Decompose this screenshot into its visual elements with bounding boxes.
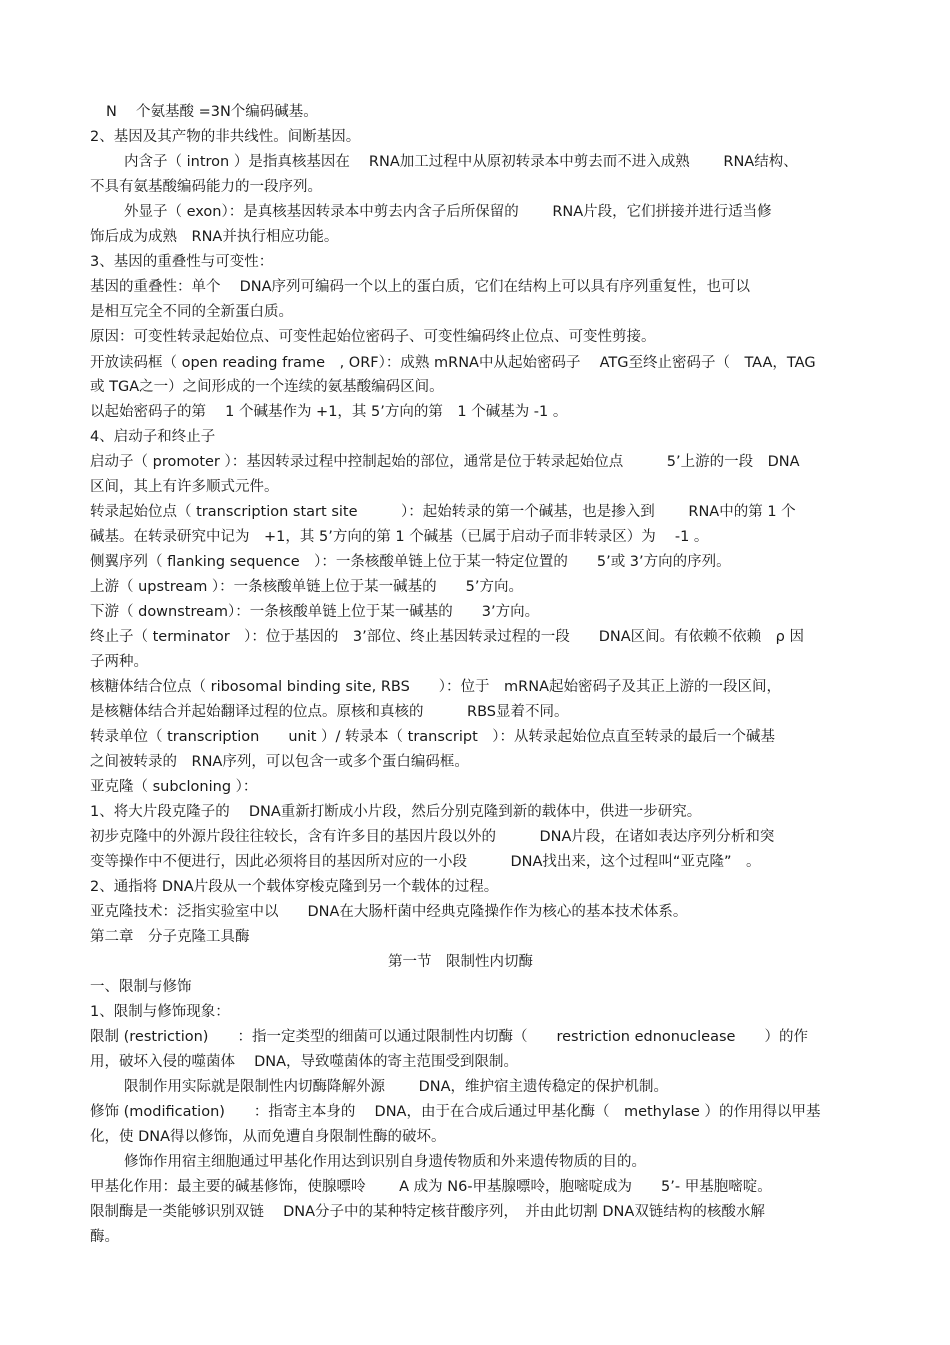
text-line: 原因：可变性转录起始位点、可变性起始位密码子、可变性编码终止位点、可变性剪接。 xyxy=(90,329,656,345)
text-line: 限制酶是一类能够识别双链 DNA分子中的某种特定核苷酸序列， 并由此切割 DNA双链结构的核酸水解 xyxy=(90,1204,765,1220)
text-line: 基因的重叠性：单个 DNA序列可编码一个以上的蛋白质，它们在结构上可以具有序列重复性，也可以 xyxy=(90,279,751,295)
text-line: 侧翼序列（ flanking sequence ）：一条核酸单链上位于某一特定位置的 5’或 3’方向的序列。 xyxy=(90,554,731,570)
text-line: 亚克隆（ subcloning ）： xyxy=(90,779,258,795)
text-line: 酶。 xyxy=(90,1229,119,1245)
text-line: 2、通指将 DNA片段从一个载体穿梭克隆到另一个载体的过程。 xyxy=(90,879,499,895)
text-line: 区间，其上有许多顺式元件。 xyxy=(90,479,279,495)
text-line: 变等操作中不便进行，因此必须将目的基因所对应的一小段 DNA找出来，这个过程叫“亚克隆” 。 xyxy=(90,854,761,870)
text-line: 修饰作用宿主细胞通过甲基化作用达到识别自身遗传物质和外来遗传物质的目的。 xyxy=(124,1154,646,1170)
text-line: 外显子（ exon）：是真核基因转录本中剪去内含子后所保留的 RNA片段，它们拼接并进行适当修 xyxy=(124,204,772,220)
text-line: 是核糖体结合并起始翻译过程的位点。原核和真核的 RBS显着不同。 xyxy=(90,704,569,720)
text-line: 2、基因及其产物的非共线性。间断基因。 xyxy=(90,129,361,145)
text-line: 亚克隆技术：泛指实验室中以 DNA在大肠杆菌中经典克隆操作作为核心的基本技术体系。 xyxy=(90,904,688,920)
text-line: 是相互完全不同的全新蛋白质。 xyxy=(90,304,293,320)
text-line: 初步克隆中的外源片段往往较长，含有许多目的基因片段以外的 DNA片段，在诸如表达序列分析和突 xyxy=(90,829,775,845)
text-line: 化，使 DNA得以修饰，从而免遭自身限制性酶的破坏。 xyxy=(90,1129,446,1145)
text-line: 限制 (restriction) ：指一定类型的细菌可以通过限制性内切酶（ restriction ednonuclease ）的作 xyxy=(90,1029,808,1045)
text-line: 用，破坏入侵的噬菌体 DNA，导致噬菌体的寄主范围受到限制。 xyxy=(90,1054,519,1070)
text-line: 1、限制与修饰现象： xyxy=(90,1004,230,1020)
text-line: 子两种。 xyxy=(90,654,148,670)
text-line: 以起始密码子的第 1 个碱基作为 +1，其 5’方向的第 1 个碱基为 -1 。 xyxy=(90,404,568,420)
text-line: 内含子（ intron ）是指真核基因在 RNA加工过程中从原初转录本中剪去而不进入成熟 RNA结构、 xyxy=(124,154,798,170)
text-line: N 个氨基酸 =3N个编码碱基。 xyxy=(106,104,318,120)
text-line: 下游（ downstream）：一条核酸单链上位于某一碱基的 3’方向。 xyxy=(90,604,540,620)
text-line: 开放读码框（ open reading frame , ORF）：成熟 mRNA中从起始密码子 ATG至终止密码子（ TAA，TAG xyxy=(90,355,816,371)
text-line: 一、限制与修饰 xyxy=(90,979,192,995)
text-line: 修饰 (modification) ：指寄主本身的 DNA，由于在合成后通过甲基化酶（ methylase ）的作用得以甲基 xyxy=(90,1104,821,1120)
text-line: 上游（ upstream ）：一条核酸单链上位于某一碱基的 5’方向。 xyxy=(90,579,524,595)
text-line: 之间被转录的 RNA序列，可以包含一或多个蛋白编码框。 xyxy=(90,754,469,770)
text-line: 3、基因的重叠性与可变性： xyxy=(90,254,274,270)
text-line: 转录单位（ transcription unit ）/ 转录本（ transcript ）：从转录起始位点直至转录的最后一个碱基 xyxy=(90,729,776,745)
text-line: 终止子（ terminator ）：位于基因的 3’部位、终止基因转录过程的一段 DNA区间。有依赖不依赖 ρ 因 xyxy=(90,629,804,645)
chapter-heading: 第二章 分子克隆工具酶 xyxy=(90,929,250,945)
text-line: 转录起始位点（ transcription start site ）：起始转录的第一个碱基，也是掺入到 RNA中的第 1 个 xyxy=(90,504,796,520)
section-heading: 第一节 限制性内切酶 xyxy=(388,954,533,970)
text-line: 核糖体结合位点（ ribosomal binding site, RBS ）：位于 mRNA起始密码子及其正上游的一段区间， xyxy=(90,679,781,695)
text-line: 或 TGA之一）之间形成的一个连续的氨基酸编码区间。 xyxy=(90,379,444,395)
text-line: 不具有氨基酸编码能力的一段序列。 xyxy=(90,179,322,195)
text-line: 甲基化作用：最主要的碱基修饰，使腺嘌呤 A 成为 N6-甲基腺嘌呤，胞嘧啶成为 5’- 甲基胞嘧啶。 xyxy=(90,1179,772,1195)
text-line: 1、将大片段克隆子的 DNA重新打断成小片段，然后分别克隆到新的载体中，供进一步研究。 xyxy=(90,804,702,820)
text-line: 饰后成为成熟 RNA并执行相应功能。 xyxy=(90,229,339,245)
text-line: 4、启动子和终止子 xyxy=(90,429,216,445)
text-line: 限制作用实际就是限制性内切酶降解外源 DNA，维护宿主遗传稳定的保护机制。 xyxy=(124,1079,669,1095)
text-line: 启动子（ promoter ）：基因转录过程中控制起始的部位，通常是位于转录起始位点 5’上游的一段 DNA xyxy=(90,454,800,470)
text-line: 碱基。在转录研究中记为 +1，其 5’方向的第 1 个碱基（已属于启动子而非转录区）为 -1 。 xyxy=(90,529,709,545)
